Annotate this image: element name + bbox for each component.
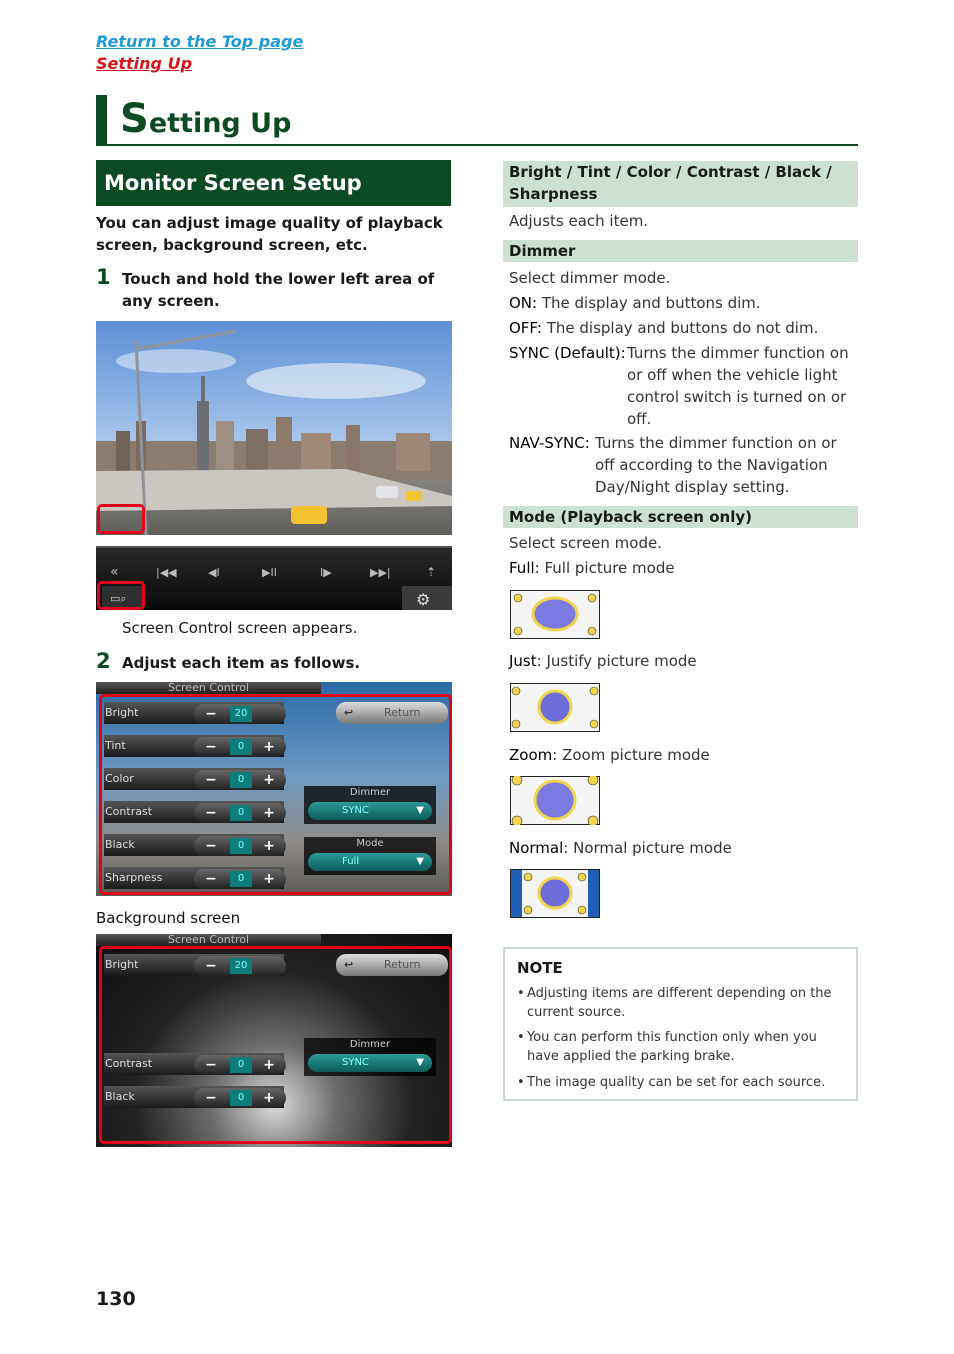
section-intro: You can adjust image quality of playback screen, background screen, etc.: [96, 214, 443, 254]
adjust-row-black: Black − 0 +: [104, 1086, 274, 1108]
svg-text:I▶: I▶: [320, 566, 332, 579]
step-text: Touch and hold the lower left area of any screen.: [122, 270, 435, 310]
note-item: • The image quality can be set for each source.: [517, 1073, 837, 1092]
adjust-items-highlight: [99, 694, 452, 895]
full-mode-icon: [510, 590, 600, 639]
dimmer-sync-key: SYNC (Default):: [509, 344, 626, 362]
zoom-mode-icon: [510, 776, 600, 825]
section-title: Monitor Screen Setup: [96, 160, 451, 206]
adjust-row-contrast: Contrast − 0 +: [104, 801, 274, 823]
dimmer-off: OFF: The display and buttons do not dim.: [509, 319, 819, 337]
background-screen-caption: Background screen: [96, 909, 241, 927]
plus-button[interactable]: +: [263, 772, 275, 788]
screen-control-caption: Screen Control screen appears.: [122, 619, 358, 637]
return-icon: ↩: [344, 958, 354, 971]
playback-control-bar: [96, 546, 452, 610]
return-button[interactable]: ↩ Return: [336, 954, 448, 976]
plus-button[interactable]: +: [263, 739, 275, 755]
chevron-down-icon: ▼: [416, 856, 424, 867]
lower-left-touch-area[interactable]: [97, 504, 145, 534]
svg-text:▶▶|: ▶▶|: [370, 566, 391, 579]
svg-text:⇡: ⇡: [426, 565, 437, 579]
plus-button[interactable]: +: [263, 1090, 275, 1106]
svg-text:▭⌕: ▭⌕: [110, 592, 127, 605]
dimmer-select[interactable]: Dimmer SYNC ▼: [304, 1038, 436, 1076]
adjust-row-sharpness: Sharpness − 0 +: [104, 867, 274, 889]
title-accent-bar: [96, 95, 107, 145]
return-button[interactable]: ↩ Return: [336, 702, 448, 724]
chevron-down-icon: ▼: [416, 805, 424, 816]
step-2: [96, 649, 446, 674]
dimmer-navsync-key: NAV-SYNC:: [509, 434, 590, 452]
mode-full: Full: Full picture mode: [509, 559, 675, 577]
note-item: • Adjusting items are different depending on the current source.: [517, 984, 837, 1022]
just-mode-icon: [510, 683, 600, 732]
normal-mode-icon: [510, 869, 600, 918]
bright-stepper: − 20: [194, 956, 286, 976]
step-1: [96, 265, 446, 312]
bright-tint-heading: Bright / Tint / Color / Contrast / Black / Sharpness: [503, 161, 858, 207]
page-number: 130: [96, 1288, 136, 1310]
dimmer-sync-desc: Turns the dimmer function on or off when the vehicle light control switch is turned on or off.: [627, 344, 849, 428]
svg-text:⚙: ⚙: [416, 590, 431, 609]
minus-button[interactable]: −: [205, 871, 217, 887]
note-title: NOTE: [517, 959, 563, 977]
plus-button[interactable]: +: [263, 1057, 275, 1073]
chevron-down-icon: ▼: [416, 1057, 424, 1068]
playback-screen-image: [96, 321, 452, 535]
top-links: [96, 31, 303, 75]
minus-button[interactable]: −: [205, 772, 217, 788]
minus-button[interactable]: −: [205, 805, 217, 821]
note-item: • You can perform this function only when you have applied the parking brake.: [517, 1028, 837, 1066]
panel-title: Screen Control: [96, 934, 321, 946]
mode-normal: Normal: Normal picture mode: [509, 839, 732, 857]
mode-heading: Mode (Playback screen only): [503, 506, 858, 528]
minus-button[interactable]: −: [205, 958, 217, 974]
black-stepper: − 0 +: [194, 836, 286, 856]
contrast-stepper: − 0 +: [194, 803, 286, 823]
screen-control-button-highlight[interactable]: [97, 581, 145, 610]
mode-desc: Select screen mode.: [509, 534, 662, 552]
step-number: 1: [96, 265, 111, 289]
svg-text:«: «: [110, 564, 119, 580]
plus-button[interactable]: +: [263, 805, 275, 821]
dimmer-select[interactable]: Dimmer SYNC ▼: [304, 786, 436, 824]
adjust-row-contrast: Contrast − 0 +: [104, 1053, 274, 1075]
plus-button[interactable]: +: [263, 871, 275, 887]
mode-zoom: Zoom: Zoom picture mode: [509, 746, 710, 764]
mode-select[interactable]: Mode Full ▼: [304, 837, 436, 875]
svg-text:◀I: ◀I: [208, 566, 220, 579]
contrast-stepper: − 0 +: [194, 1055, 286, 1075]
dimmer-heading: Dimmer: [503, 240, 858, 262]
bright-desc: Adjusts each item.: [509, 212, 649, 230]
svg-text:▶II: ▶II: [262, 566, 277, 579]
minus-button[interactable]: −: [205, 1090, 217, 1106]
adjust-row-black: Black − 0 +: [104, 834, 274, 856]
bright-stepper: − 20: [194, 704, 286, 724]
plus-button[interactable]: +: [263, 838, 275, 854]
return-to-top-link[interactable]: Return to the Top page: [96, 32, 304, 51]
adjust-row-color: Color − 0 +: [104, 768, 274, 790]
page-title-block: [96, 95, 858, 146]
sharpness-stepper: − 0 +: [194, 869, 286, 889]
note-box: [503, 947, 858, 1101]
minus-button[interactable]: −: [205, 1057, 217, 1073]
black-stepper: − 0 +: [194, 1088, 286, 1108]
adjust-row-bright: Bright − 20: [104, 954, 274, 976]
minus-button[interactable]: −: [205, 838, 217, 854]
dimmer-on: ON: The display and buttons dim.: [509, 294, 761, 312]
step-text: Adjust each item as follows.: [122, 654, 361, 672]
mode-just: Just: Justify picture mode: [509, 652, 697, 670]
return-icon: ↩: [344, 706, 354, 719]
step-number: 2: [96, 649, 111, 673]
setting-up-link[interactable]: Setting Up: [96, 54, 193, 73]
page-title: Setting Up: [120, 96, 292, 142]
adjust-row-tint: Tint − 0 +: [104, 735, 274, 757]
dimmer-desc: Select dimmer mode.: [509, 269, 671, 287]
tint-stepper: − 0 +: [194, 737, 286, 757]
background-items-highlight: [99, 946, 452, 1144]
minus-button[interactable]: −: [205, 706, 217, 722]
svg-text:|◀◀: |◀◀: [156, 566, 177, 579]
dimmer-navsync-desc: Turns the dimmer function on or off according to the Navigation Day/Night display setting.: [595, 434, 837, 496]
adjust-row-bright: Bright − 20: [104, 702, 274, 724]
color-stepper: − 0 +: [194, 770, 286, 790]
minus-button[interactable]: −: [205, 739, 217, 755]
panel-title: Screen Control: [96, 682, 321, 694]
